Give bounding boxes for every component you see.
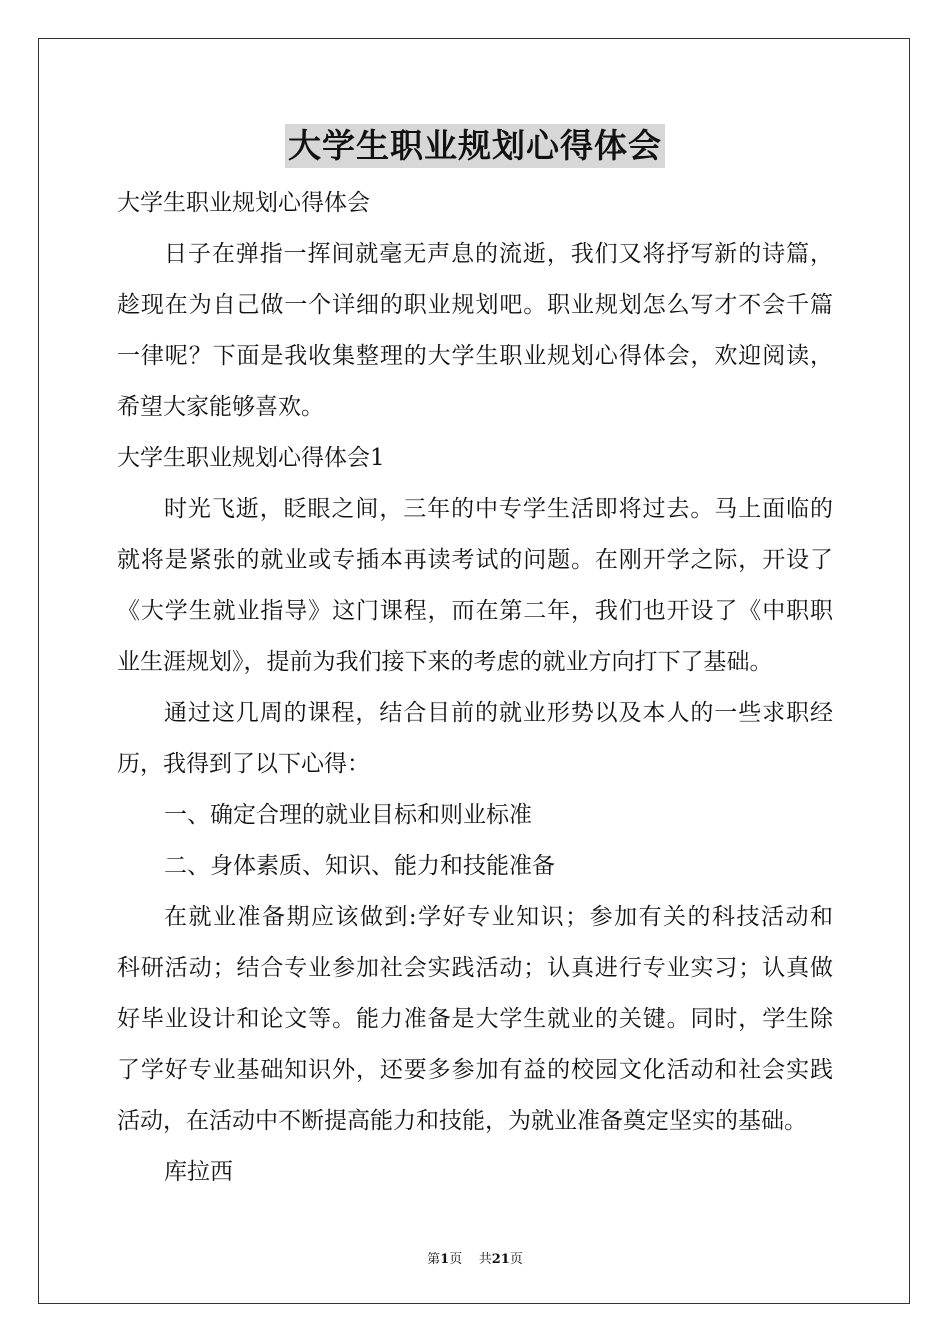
document-title: 大学生职业规划心得体会 bbox=[285, 124, 665, 168]
total-prefix: 共 bbox=[478, 1252, 492, 1267]
document-body bbox=[117, 178, 833, 1198]
body-line: 了学好专业基础知识外，还要多参加有益的校园文化活动和社会实践 bbox=[117, 1057, 833, 1083]
body-line: 业生涯规划》，提前为我们接下来的考虑的就业方向打下了基础。 bbox=[117, 649, 773, 675]
page-number: 1 bbox=[440, 1252, 450, 1267]
list-item: 二、身体素质、知识、能力和技能准备 bbox=[164, 853, 555, 879]
total-suffix: 页 bbox=[509, 1252, 523, 1267]
title-container bbox=[0, 124, 950, 168]
total-pages: 21 bbox=[491, 1252, 510, 1267]
body-line: 大学生职业规划心得体会 bbox=[117, 190, 370, 216]
page-suffix: 页 bbox=[449, 1252, 463, 1267]
body-line: 通过这几周的课程，结合目前的就业形势以及本人的一些求职经 bbox=[164, 700, 833, 726]
section-heading: 大学生职业规划心得体会1 bbox=[117, 445, 385, 471]
body-line: 历，我得到了以下心得： bbox=[117, 751, 370, 777]
body-line: 日子在弹指一挥间就毫无声息的流逝，我们又将抒写新的诗篇， bbox=[164, 241, 833, 267]
body-line: 《大学生就业指导》这门课程，而在第二年，我们也开设了《中职职 bbox=[117, 598, 833, 624]
body-line: 就将是紧张的就业或专插本再读考试的问题。在刚开学之际，开设了 bbox=[117, 547, 833, 573]
body-line: 一律呢？下面是我收集整理的大学生职业规划心得体会，欢迎阅读， bbox=[117, 343, 833, 369]
body-line: 时光飞逝，眨眼之间，三年的中专学生活即将过去。马上面临的 bbox=[164, 496, 833, 522]
body-line: 在就业准备期应该做到:学好专业知识；参加有关的科技活动和 bbox=[164, 904, 833, 930]
page-footer bbox=[0, 1248, 950, 1267]
body-line: 库拉西 bbox=[164, 1159, 233, 1185]
body-line: 好毕业设计和论文等。能力准备是大学生就业的关键。同时，学生除 bbox=[117, 1006, 833, 1032]
list-item: 一、确定合理的就业目标和则业标准 bbox=[164, 802, 532, 828]
body-line: 希望大家能够喜欢。 bbox=[117, 394, 324, 420]
body-line: 趁现在为自己做一个详细的职业规划吧。职业规划怎么写才不会千篇 bbox=[117, 292, 833, 318]
body-line: 科研活动；结合专业参加社会实践活动；认真进行专业实习；认真做 bbox=[117, 955, 833, 981]
page-prefix: 第 bbox=[427, 1252, 441, 1267]
body-line: 活动，在活动中不断提高能力和技能，为就业准备奠定坚实的基础。 bbox=[117, 1108, 807, 1134]
